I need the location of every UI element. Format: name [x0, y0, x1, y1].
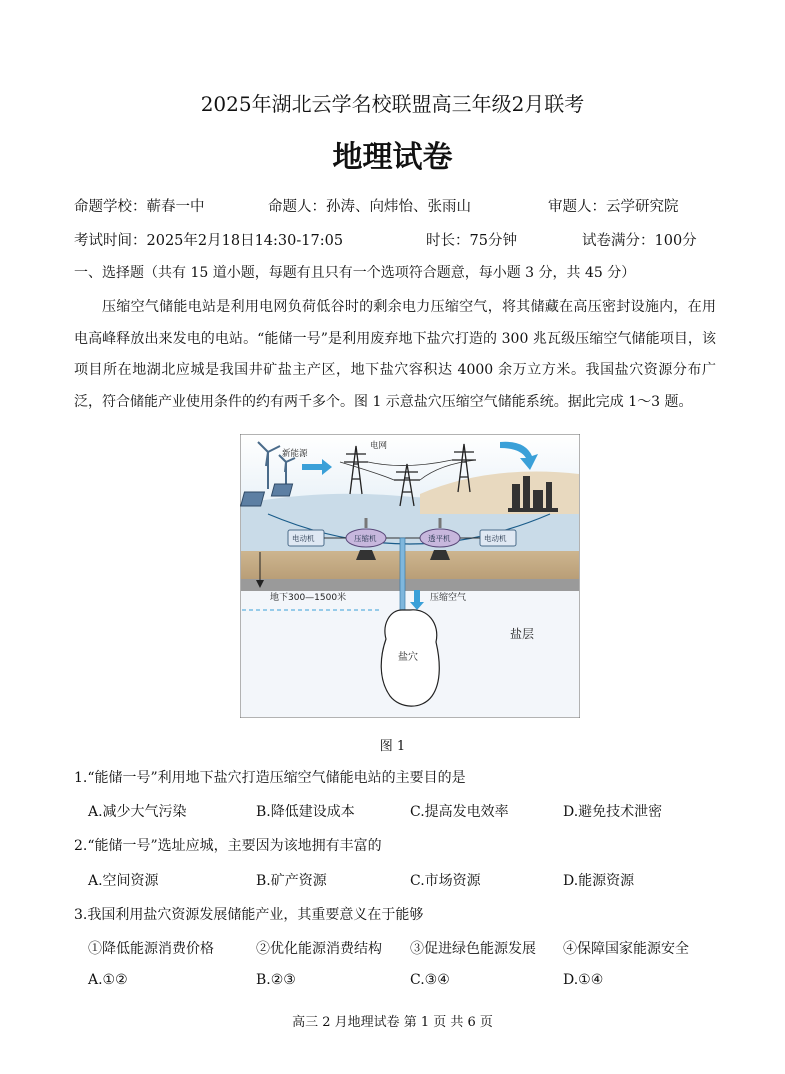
question-2-option-a[interactable]: A.空间资源: [88, 873, 159, 889]
question-3-option-c[interactable]: C.③④: [410, 972, 450, 988]
storage-diagram: [240, 434, 580, 718]
label-motor-left: 电动机: [292, 534, 315, 543]
meta-score: 试卷满分：100分: [582, 233, 697, 249]
meta-duration: 时长：75分钟: [426, 233, 517, 249]
figure-caption: 图 1: [379, 739, 406, 754]
rock-layer: [241, 579, 579, 591]
question-2-option-b[interactable]: B.矿产资源: [256, 873, 327, 889]
section-heading: 一、选择题（共有 15 道小题，每题有且只有一个选项符合题意，每小题 3 分，共 45 分）: [74, 265, 636, 281]
page-footer: 高三 2 月地理试卷 第 1 页 共 6 页: [292, 1015, 493, 1030]
meta-time: 考试时间：2025年2月18日14:30-17:05: [74, 233, 344, 249]
label-compressor: 压缩机: [354, 534, 377, 543]
question-2-stem: 2.“能储一号”选址应城，主要因为该地拥有丰富的: [74, 838, 382, 854]
passage-text: 压缩空气储能电站是利用电网负荷低谷时的剩余电力压缩空气，将其储藏在高压密封设施内，在用电高峰释放出来发电的电站。“能储一号”是利用废弃地下盐穴打造的 300 兆瓦级压缩空气储能项目，该项目所在地湖北应城是我国井矿盐主产区，地下盐穴容积达 4000 余万立方米。我国盐穴资源分布广泛，符合储能产业使用条件的约有两千多个。图 1 示意盐穴压缩空气储能系统。据此完成 1～3 题。: [74, 299, 716, 410]
surface-layer: [241, 551, 579, 579]
question-3-statement-4: ④保障国家能源安全: [563, 941, 689, 957]
label-compressed-air: 压缩空气: [430, 593, 467, 603]
meta-school: 命题学校：蕲春一中: [74, 199, 205, 215]
question-1-option-d[interactable]: D.避免技术泄密: [563, 804, 663, 820]
meta-setter: 命题人：孙涛、向炜怡、张雨山: [268, 199, 471, 215]
meta-reviewer: 审题人：云学研究院: [548, 199, 679, 215]
question-3-statement-3: ③促进绿色能源发展: [410, 941, 536, 957]
label-new-energy: 新能源: [282, 449, 308, 459]
exam-title: 2025年湖北云学名校联盟高三年级2月联考: [200, 92, 585, 116]
question-1-option-a[interactable]: A.减少大气污染: [88, 804, 187, 820]
label-depth: 地下300—1500米: [270, 593, 347, 603]
question-2-option-d[interactable]: D.能源资源: [563, 873, 635, 889]
label-motor-right: 电动机: [484, 534, 507, 543]
subject-title: 地理试卷: [332, 140, 453, 175]
question-3-option-b[interactable]: B.②③: [256, 972, 296, 988]
question-3-statement-2: ②优化能源消费结构: [256, 941, 382, 957]
label-expander: 透平机: [428, 534, 451, 543]
figure-salt-cavern-storage: [240, 434, 580, 718]
question-3-statement-1: ①降低能源消费价格: [88, 941, 214, 957]
question-1-stem: 1.“能储一号”利用地下盐穴打造压缩空气储能电站的主要目的是: [74, 770, 466, 786]
question-1-option-c[interactable]: C.提高发电效率: [410, 804, 509, 820]
passage: [74, 292, 716, 418]
label-grid: 电网: [370, 441, 388, 451]
question-3-option-d[interactable]: D.①④: [563, 972, 604, 988]
label-salt-cavern: 盐穴: [398, 652, 418, 663]
question-1-option-b[interactable]: B.降低建设成本: [256, 804, 355, 820]
question-3-option-a[interactable]: A.①②: [88, 972, 128, 988]
label-salt-layer: 盐层: [510, 627, 535, 641]
question-3-stem: 3.我国利用盐穴资源发展储能产业，其重要意义在于能够: [74, 907, 424, 923]
question-2-option-c[interactable]: C.市场资源: [410, 873, 481, 889]
